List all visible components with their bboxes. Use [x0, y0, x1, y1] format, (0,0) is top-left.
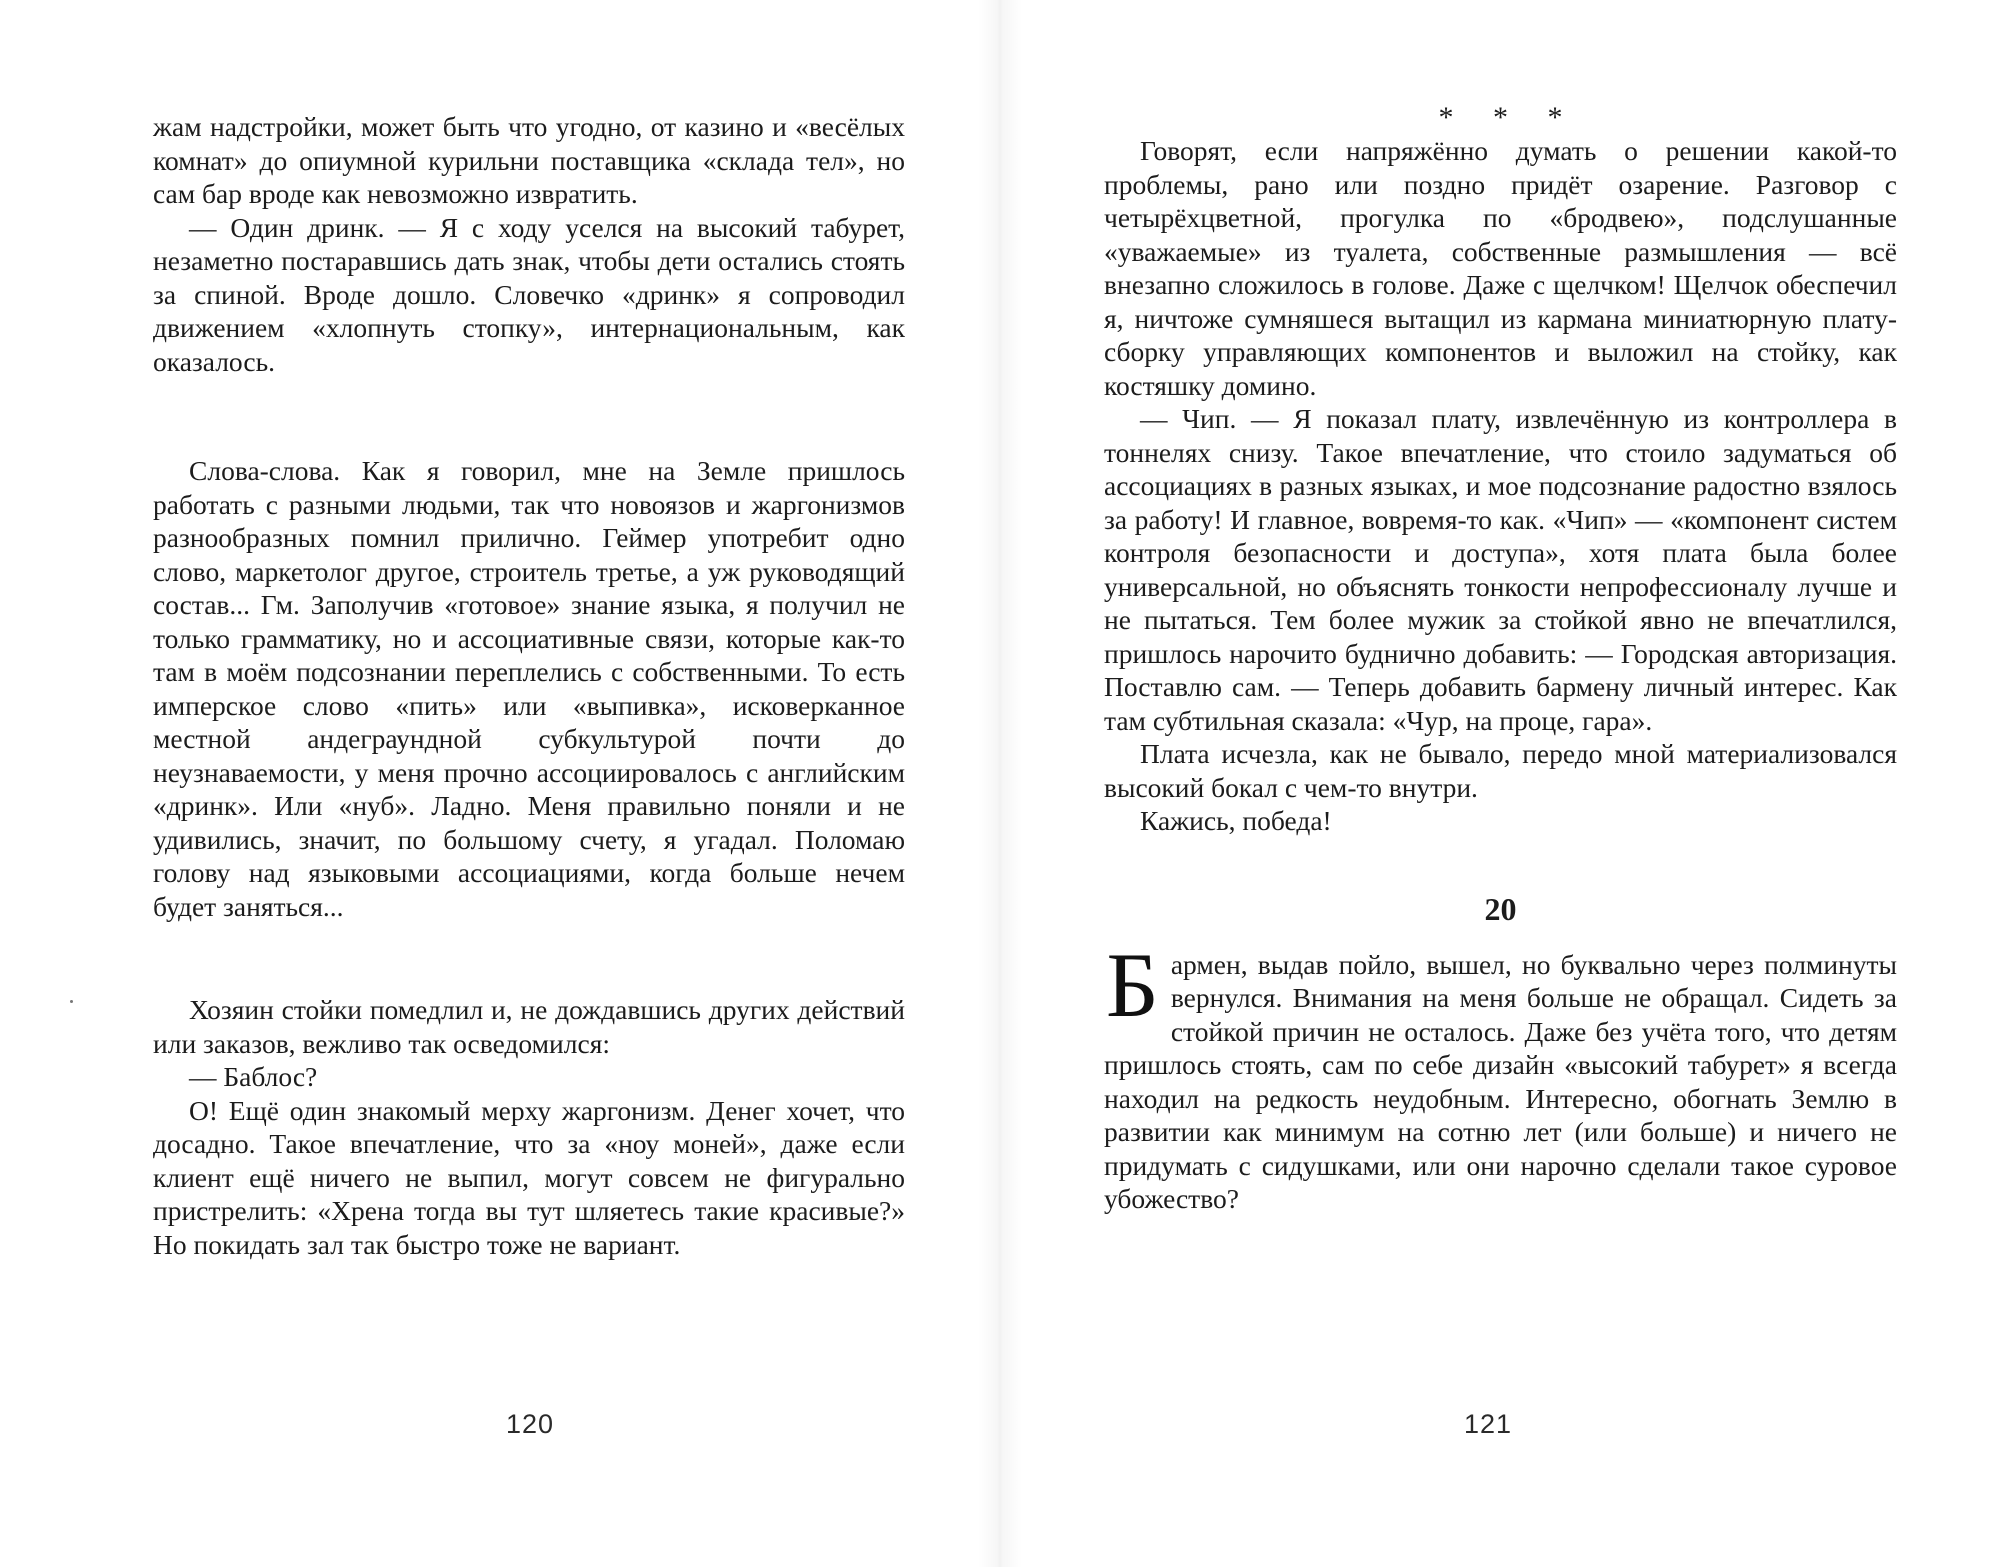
- right-page-text: [1104, 102, 1897, 1216]
- left-page-text: [153, 110, 905, 1261]
- page-number-right: 121: [1463, 1409, 1513, 1439]
- section-separator: * * *: [1438, 101, 1579, 134]
- section-break: [153, 923, 905, 993]
- left-paragraph: жам надстройки, может быть что угодно, от казино и «весёлых комнат» до опиумной курильни поставщика «склада тел», но сам бар вроде как невозможно извратить.: [153, 111, 905, 209]
- chapter-number: 20: [1484, 890, 1517, 927]
- left-paragraph: Слова-слова. Как я говорил, мне на Земле пришлось работать с разными людьми, так что новоязов и жаргонизмов разнообразных помнил прилично. Геймер употребит одно слово, маркетолог другое, строитель третье, а уж руководящий состав... Гм. Заполучив «готовое» знание языка, я получил не только грамматику, но и ассоциативные связи, которые как-то там в моём подсознании переплелись с собственными. То есть имперское слово «пить» или «выпивка», исковерканное местной андеграундной субкультурой почти до неузнаваемости, у меня прочно ассоциировалось с английским «дринк». Или «нуб». Ладно. Меня правильно поняли и не удивились, значит, по большому счету, я угадал. Поломаю голову над языковыми ассоциациями, когда больше нечем будет заняться...: [153, 455, 905, 922]
- page-number-left: 120: [505, 1409, 555, 1439]
- left-paragraph: Хозяин стойки помедлил и, не дождавшись других действий или заказов, вежливо так осведомился:: [153, 994, 905, 1059]
- paper-speck: [70, 1000, 73, 1003]
- right-page: [1000, 0, 2000, 1567]
- section-break: [153, 378, 905, 454]
- left-paragraph: — Один дринк. — Я с ходу уселся на высокий табурет, незаметно постаравшись дать знак, чтобы дети остались стоять за спиной. Вроде дошло. Словечко «дринк» я сопроводил движением «хлопнуть стопку», интернациональным, как оказалось.: [153, 211, 905, 377]
- right-paragraph: Плата исчезла, как не бывало, передо мной материализовался высокий бокал с чем-то внутри.: [1104, 738, 1897, 803]
- chapter-first-paragraph: [1104, 933, 1897, 1216]
- right-paragraph: Говорят, если напряжённо думать о решении какой-то проблемы, рано или поздно придёт озарение. Разговор с четырёхцветной, прогулка по «бродвею», подслушанные «уважаемые» из туалета, собственные размышления — всё внезапно сложилось в голове. Даже с щелчком! Щелчок обеспечил я, ничтоже сумняшеся вытащил из кармана миниатюрную плату-сборку управляющих компонентов и выложил на стойку, как костяшку домино.: [1104, 135, 1897, 401]
- right-paragraph: — Чип. — Я показал плату, извлечённую из контроллера в тоннелях снизу. Такое впечатление, что стоило задуматься об ассоциациях в разных языках, и мое подсознание радостно взялось за работу! И главное, вовремя-то как. «Чип» — «компонент систем контроля безопасности и доступа», хотя плата была более универсальной, но объяснять тонкости непрофессионалу лучше и не пытаться. Тем более мужик за стойкой явно не впечатлился, пришлось нарочито буднично добавить: — Городская авторизация. Поставлю сам. — Теперь добавить бармену личный интерес. Как там субтильная сказала: «Чур, на проце, гара».: [1104, 403, 1897, 736]
- right-paragraph: Кажись, победа!: [1140, 805, 1332, 836]
- chapter-first-text: армен, выдав пойло, вышел, но буквально через полминуты вернулся. Внимания на меня больше не обращал. Сидеть за стойкой причин не осталось. Даже без учёта того, что детям пришлось стоять, сам по себе дизайн «высокий табурет» я всегда находил на редкость неудобным. Интересно, обогнать Землю в развитии как минимум на сотню лет (или больше) и ничего не придумать с сидушками, или они нарочно сделали такое суровое убожество?: [1104, 948, 1897, 1214]
- drop-cap-letter: Б: [1106, 933, 1159, 1036]
- left-paragraph: О! Ещё один знакомый мерху жаргонизм. Денег хочет, что досадно. Такое впечатление, что за «ноу моней», даже если клиент ещё ничего не выпил, могут совсем не фигурально пристрелить: «Хрена тогда вы тут шляетесь такие красивые?» Но покидать зал так быстро тоже не вариант.: [153, 1094, 905, 1260]
- left-paragraph: — Баблос?: [189, 1061, 318, 1092]
